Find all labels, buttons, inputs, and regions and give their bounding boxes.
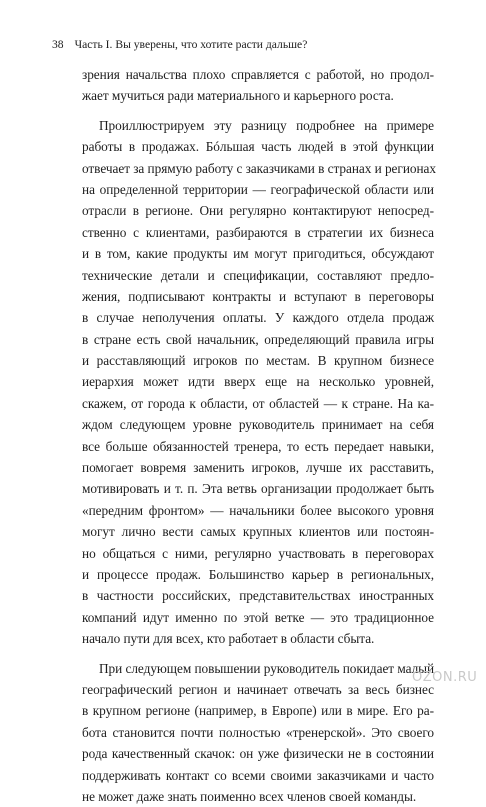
text-line: в крупном регионе (например, в Европе) или в мире. Его ра- [82, 703, 434, 719]
text-line: и процессе продаж. Большинство карьер в региональных, [82, 566, 434, 582]
text-line: бота становится почти полностью «тренерской». Это своего [82, 724, 434, 740]
text-line: ственно с клиентами, разбираются в стратегии их бизнеса [82, 224, 434, 240]
text-line: помогает вовремя заменить игроков, лучше их расставить, [82, 460, 434, 476]
text-line: «передним фронтом» — начальники более высокого уровня [82, 502, 434, 518]
text-line: и в том, какие продукты им могут пригодиться, обсуждают [82, 246, 434, 262]
text-line: отрасли в регионе. Они регулярно контактируют непосред- [82, 203, 434, 219]
text-line: не может даже знать поименно всех членов своей команды. [82, 788, 417, 804]
text-line: географический регион и начинает отвечать за весь бизнес [82, 681, 434, 697]
body-text [82, 64, 434, 807]
text-line: в частности российских, представительствах иностранных [82, 588, 434, 604]
running-title: Часть I. Вы уверены, что хотите расти дальше? [74, 38, 308, 51]
running-header [52, 38, 307, 51]
paragraph-gap [82, 650, 434, 658]
text-line: начало пути для всех, кто работает в области сбыта. [82, 631, 375, 647]
text-line: работы в продажах. Бóльшая часть людей в этой функции [82, 139, 434, 155]
text-line: отвечает за прямую работу с заказчиками в странах и регионах [82, 160, 436, 176]
text-line: в случае неполучения оплаты. У каждого отдела продаж [82, 310, 434, 326]
text-line: но общаться с ними, регулярно участвовать в переговорах [82, 545, 434, 561]
text-line: скажем, от города к области, от областей — к стране. На ка- [82, 395, 434, 411]
paragraph-gap [82, 107, 434, 115]
paragraph [82, 115, 434, 650]
text-line: ждом следующем уровне руководитель принимает на себя [82, 417, 434, 433]
text-line: все больше обязанностей тренера, то есть передает навыки, [82, 438, 434, 454]
text-line: могут лично вести самых крупных клиентов или постоян- [82, 524, 434, 540]
text-line: рода качественный скачок: он уже физически не в состоянии [82, 746, 434, 762]
text-line: поддерживать контакт со всеми своими заказчиками и часто [82, 767, 434, 783]
watermark: OZON.RU [412, 670, 478, 685]
text-line: в стране есть свой начальник, определяющий правила игры [82, 331, 434, 347]
text-line: Проиллюстрируем эту разницу подробнее на примере [99, 117, 434, 133]
paragraph [82, 658, 434, 807]
text-line: мотивировать и т. п. Эта ветвь организации продолжает быть [82, 481, 434, 497]
text-line: компаний идут именно по этой ветке — это традиционное [82, 609, 434, 625]
text-line: и расставляющий игроков по местам. В крупном бизнесе [82, 353, 434, 369]
paragraph [82, 64, 434, 107]
text-line: на определенной территории — географической области или [82, 181, 434, 197]
text-line: технические детали и спецификации, составляют предло- [82, 267, 434, 283]
text-line: При следующем повышении руководитель покидает малый [99, 660, 435, 676]
text-line: жает мучиться ради материального и карьерного роста. [82, 88, 394, 104]
text-line: зрения начальства плохо справляется с работой, но продол- [82, 67, 434, 82]
text-line: иерархия может идти вверх еще на несколько уровней, [82, 374, 434, 390]
text-line: жения, подписывают контракты и вступают в переговоры [82, 288, 434, 304]
page-number: 38 [52, 38, 64, 51]
